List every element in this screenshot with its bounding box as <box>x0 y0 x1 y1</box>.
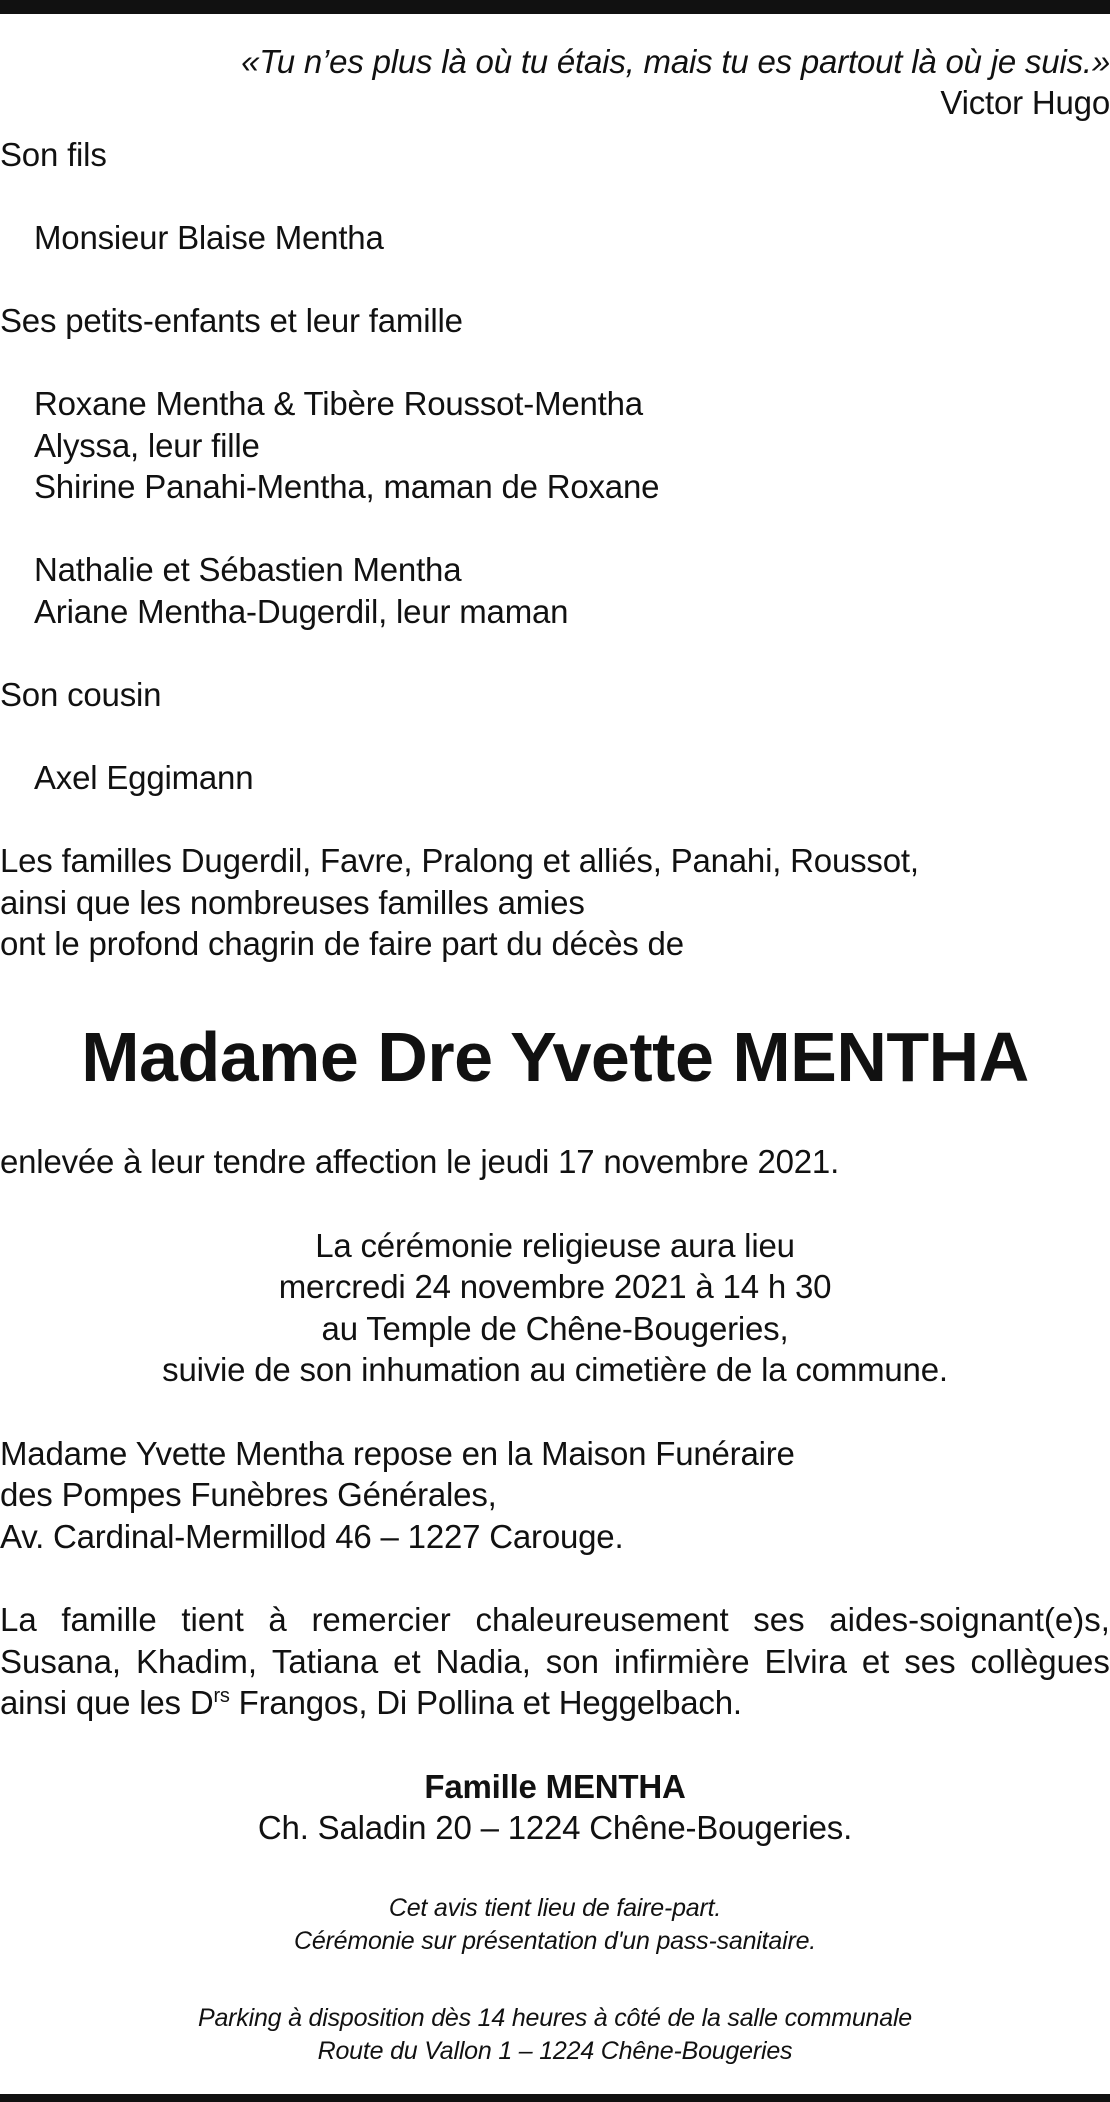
thanks-line-2 <box>0 1642 1110 1682</box>
thanks-word: famille <box>61 1601 157 1638</box>
ceremony-line: mercredi 24 novembre 2021 à 14 h 30 <box>278 1268 832 1305</box>
grandchildren-line: Shirine Panahi-Mentha, maman de Roxane <box>34 468 660 505</box>
thanks-line-3-prefix: ainsi que les D <box>0 1684 214 1721</box>
thanks-word: son <box>545 1643 600 1680</box>
grandchildren-heading: Ses petits-enfants et leur famille <box>0 302 463 339</box>
grandchildren-line: Nathalie et Sébastien Mentha <box>34 551 462 588</box>
notice-line: Cérémonie sur présentation d'un pass-sanitaire. <box>293 1927 817 1955</box>
thanks-word: et <box>861 1643 890 1680</box>
grandchildren-line: Alyssa, leur fille <box>34 427 260 464</box>
death-notice-line: enlevée à leur tendre affection le jeudi 17 novembre 2021. <box>0 1143 840 1180</box>
ceremony-line: au Temple de Chêne-Bougeries, <box>321 1310 789 1347</box>
thanks-word: Khadim, <box>135 1643 258 1680</box>
thanks-line-1 <box>0 1600 1110 1640</box>
ceremony-line: suivie de son inhumation au cimetière de la commune. <box>162 1351 948 1388</box>
thanks-word: Tatiana <box>271 1643 379 1680</box>
thanks-word: La <box>0 1601 37 1638</box>
thanks-line-3 <box>0 1683 742 1723</box>
thanks-word: et <box>393 1643 421 1680</box>
rest-place-line: des Pompes Funèbres Générales, <box>0 1476 497 1513</box>
grandchildren-line: Ariane Mentha-Dugerdil, leur maman <box>34 593 569 630</box>
thanks-word: Elvira <box>764 1643 847 1680</box>
thanks-line-3-suffix: Frangos, Di Pollina et Heggelbach. <box>229 1684 742 1721</box>
thanks-word: Susana, <box>0 1643 122 1680</box>
signature-address: Ch. Saladin 20 – 1224 Chêne-Bougeries. <box>257 1809 853 1846</box>
cousin-name: Axel Eggimann <box>34 759 254 796</box>
parking-line: Route du Vallon 1 – 1224 Chêne-Bougeries <box>317 2037 793 2065</box>
thanks-word: collègues <box>970 1643 1110 1680</box>
signature-name: Famille MENTHA <box>424 1768 686 1805</box>
notice-line: Cet avis tient lieu de faire-part. <box>388 1894 722 1922</box>
rest-place-line: Av. Cardinal-Mermillod 46 – 1227 Carouge. <box>0 1518 624 1555</box>
thanks-word: ses <box>753 1601 805 1638</box>
families-line: ainsi que les nombreuses familles amies <box>0 884 585 921</box>
parking-line: Parking à disposition dès 14 heures à côté de la salle communale <box>197 2004 913 2032</box>
son-heading: Son fils <box>0 136 107 173</box>
families-line: ont le profond chagrin de faire part du décès de <box>0 925 684 962</box>
cousin-heading: Son cousin <box>0 676 162 713</box>
bottom-border-rule <box>0 2094 1110 2102</box>
epigraph-author: Victor Hugo <box>940 84 1110 121</box>
grandchildren-line: Roxane Mentha & Tibère Roussot-Mentha <box>34 385 643 422</box>
thanks-word: infirmière <box>613 1643 750 1680</box>
families-line: Les familles Dugerdil, Favre, Pralong et alliés, Panahi, Roussot, <box>0 842 919 879</box>
thanks-word: remercier <box>311 1601 451 1638</box>
epigraph-quote: «Tu n’es plus là où tu étais, mais tu es partout là où je suis.» <box>241 43 1110 80</box>
rest-place-line: Madame Yvette Mentha repose en la Maison Funéraire <box>0 1435 795 1472</box>
doctors-superscript: rs <box>213 1685 230 1707</box>
thanks-word: à <box>268 1601 287 1638</box>
thanks-word: aides-soignant(e)s, <box>829 1601 1110 1638</box>
thanks-word: Nadia, <box>435 1643 531 1680</box>
thanks-word: ses <box>904 1643 956 1680</box>
son-name: Monsieur Blaise Mentha <box>34 219 384 256</box>
deceased-name: Madame Dre Yvette MENTHA <box>81 1018 1029 1096</box>
ceremony-line: La cérémonie religieuse aura lieu <box>315 1227 795 1264</box>
top-border-rule <box>0 0 1110 14</box>
thanks-word: chaleureusement <box>475 1601 729 1638</box>
thanks-word: tient <box>181 1601 244 1638</box>
